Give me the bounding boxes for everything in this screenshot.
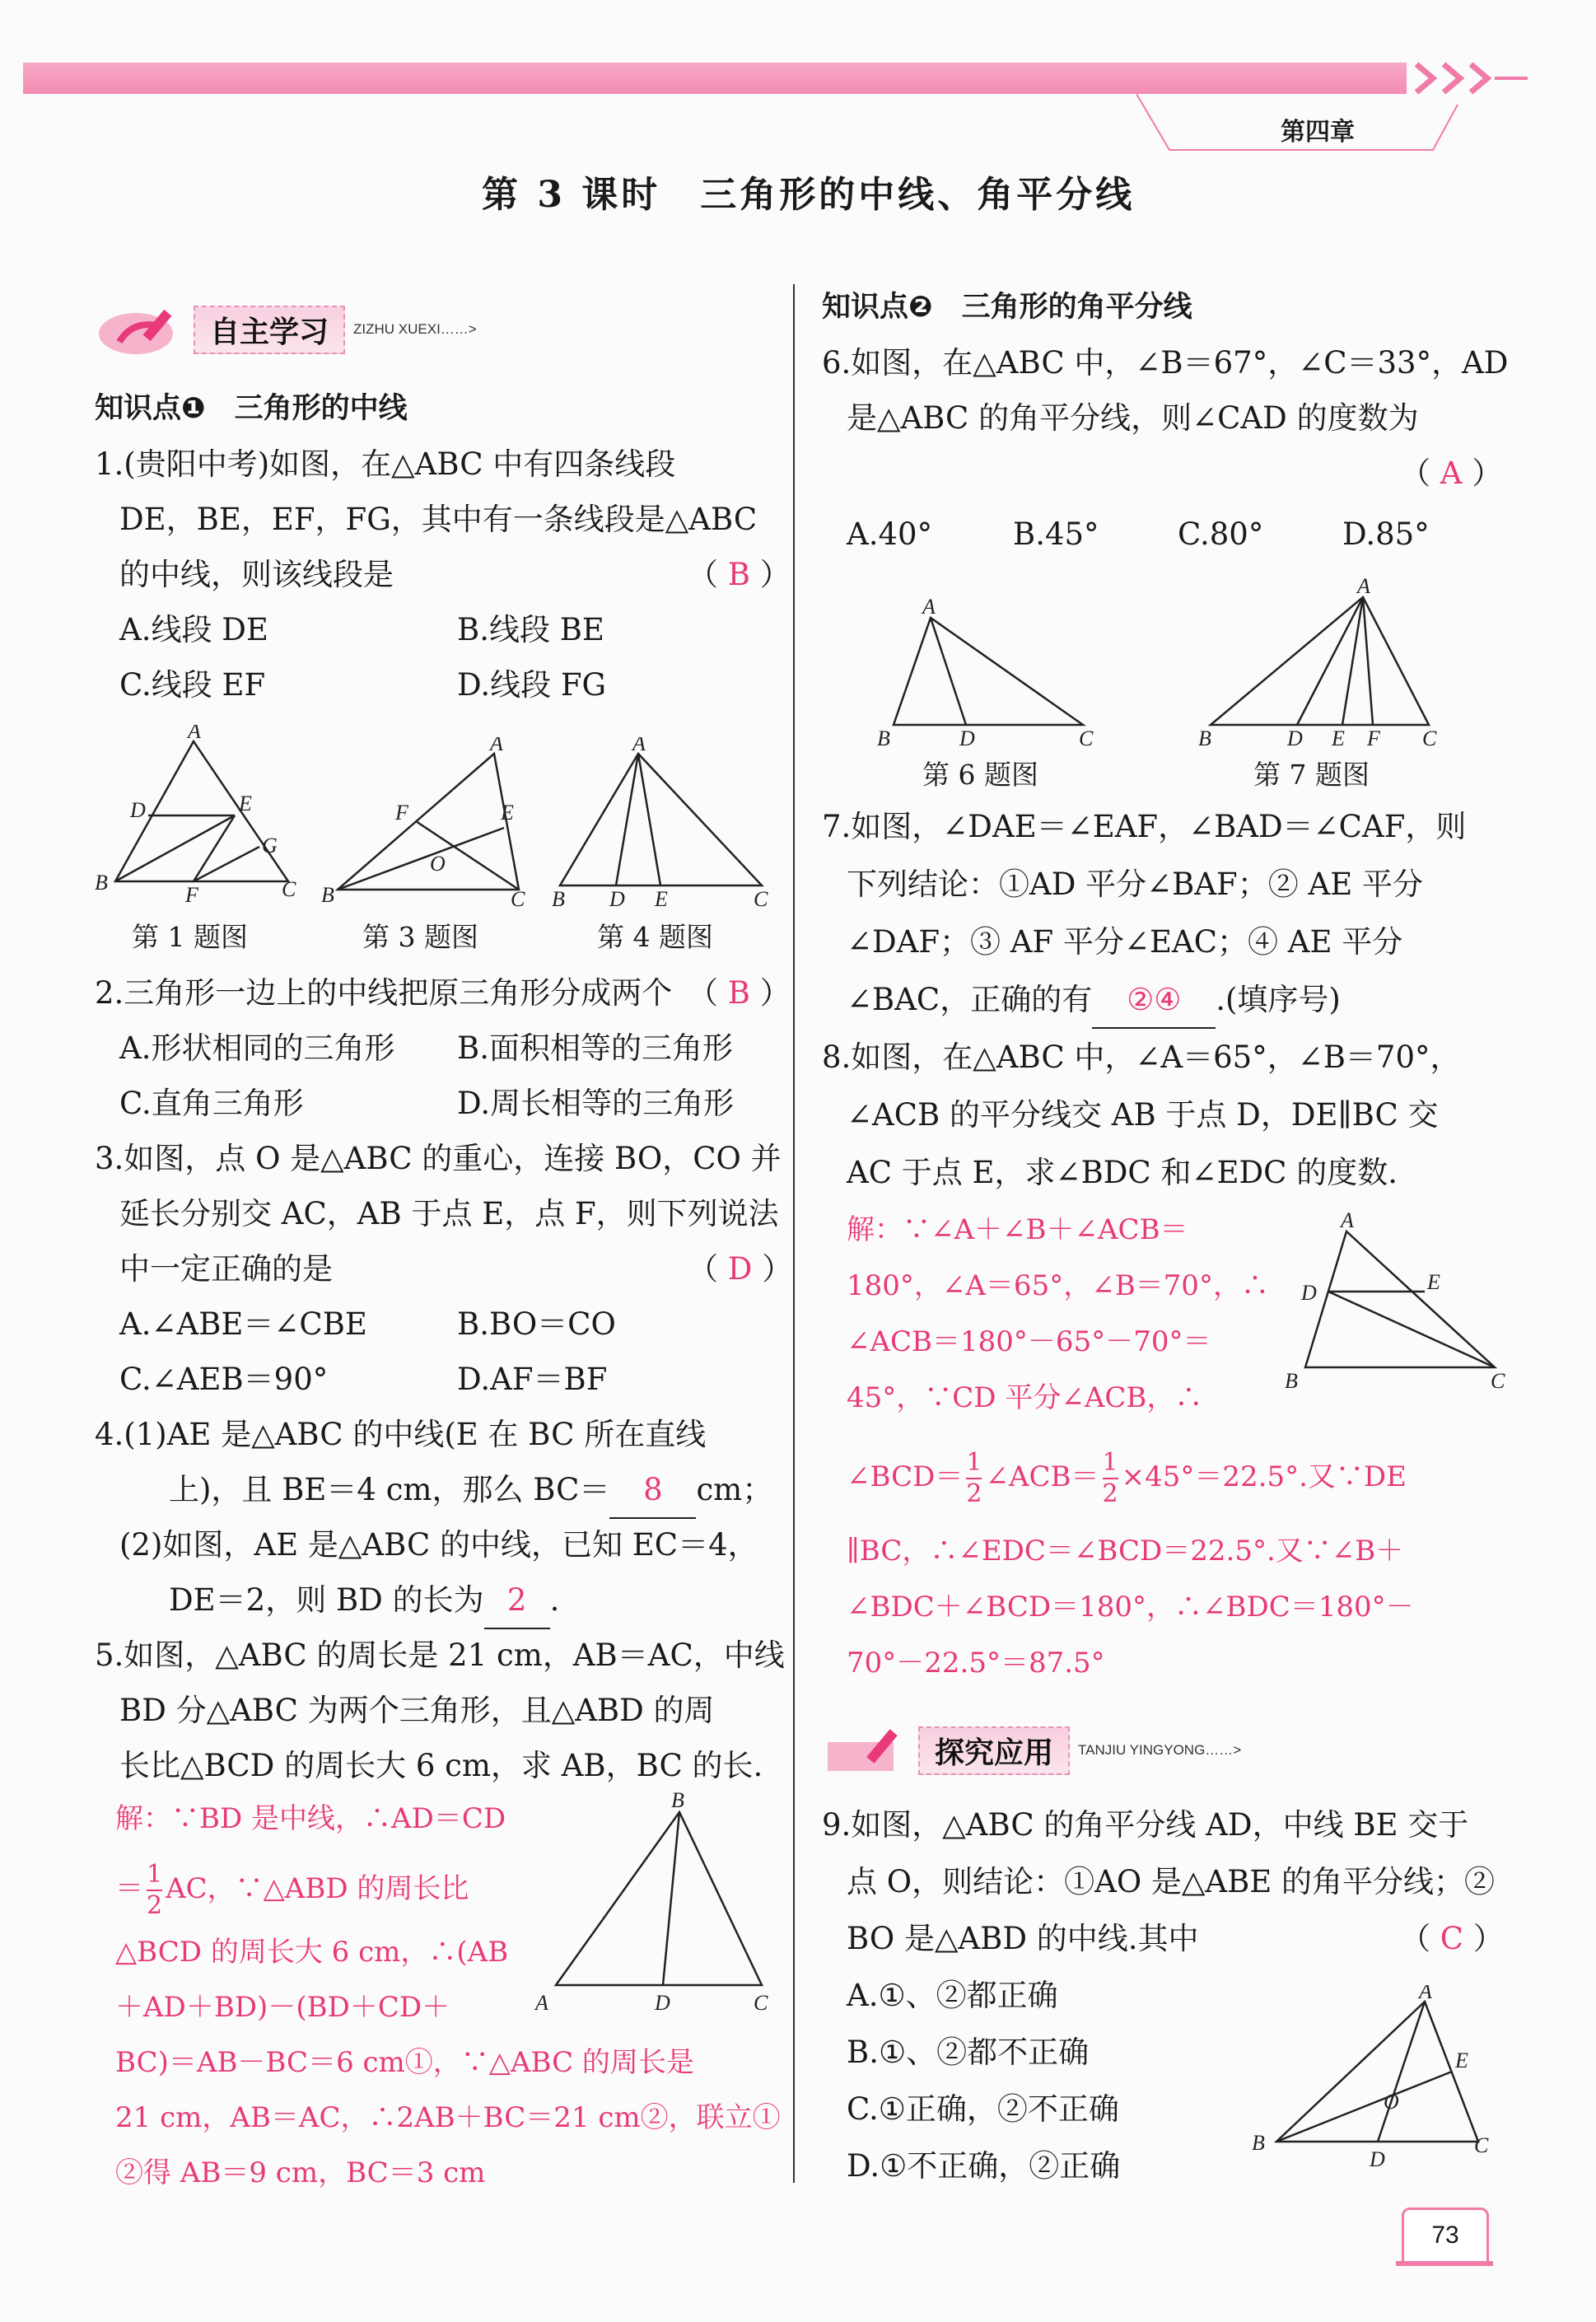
- svg-text:B: B: [1252, 2131, 1265, 2155]
- svg-text:A: A: [1357, 577, 1370, 598]
- q1-line1: 1.(贵阳中考)如图，在△ABC 中有四条线段: [95, 446, 676, 482]
- figure-q8: [1281, 1211, 1507, 1400]
- q6-line1: 6.如图，在△ABC 中，∠B＝67°，∠C＝33°，AD: [822, 345, 1509, 381]
- svg-text:C: C: [1474, 2133, 1489, 2157]
- q3-option-b: B.BO＝CO: [457, 1306, 616, 1342]
- svg-text:E: E: [1455, 2049, 1468, 2072]
- pencil-badge-icon: [95, 301, 194, 358]
- q2-option-d: D.周长相等的三角形: [457, 1086, 735, 1121]
- q7-line1: 7.如图，∠DAE＝∠EAF，∠BAD＝∠CAF，则: [822, 809, 1467, 844]
- q5-solution-3: △BCD 的周长大 6 cm，∴(AB: [115, 1936, 509, 1969]
- q1-option-d: D.线段 FG: [457, 667, 607, 703]
- svg-text:D: D: [130, 798, 146, 822]
- q3-option-c: C.∠AEB＝90°: [119, 1362, 329, 1397]
- q2-option-b: B.面积相等的三角形: [457, 1030, 733, 1066]
- q3-line3: 中一定正确的是: [119, 1251, 333, 1287]
- q8-solution-3: ∠ACB＝180°－65°－70°＝: [847, 1325, 1211, 1358]
- q7-blank: ②④: [1092, 972, 1216, 1029]
- caption-fig1: 第 1 题图: [132, 921, 248, 953]
- page-number: 73: [1431, 2222, 1459, 2249]
- q5-solution-5: BC)＝AB－BC＝6 cm①，∵△ABC 的周长是: [115, 2046, 694, 2079]
- figure-q3: [313, 737, 535, 910]
- q4-line4: DE＝2，则 BD 的长为 2 .: [169, 1572, 559, 1629]
- svg-text:D: D: [959, 727, 975, 750]
- svg-text:D: D: [609, 887, 625, 910]
- svg-text:D: D: [655, 1991, 670, 2015]
- svg-text:C: C: [282, 877, 296, 901]
- svg-text:B: B: [321, 883, 334, 907]
- page-number-box: [1402, 2208, 1489, 2264]
- svg-text:E: E: [501, 801, 514, 825]
- svg-text:F: F: [395, 801, 408, 825]
- figure-q6: [869, 593, 1108, 750]
- caption-fig7: 第 7 题图: [1253, 759, 1370, 791]
- q1-option-a: A.线段 DE: [119, 612, 268, 647]
- svg-text:B: B: [95, 871, 108, 895]
- q2-answer: （ B ）: [688, 975, 791, 1011]
- section-label: 自主学习: [194, 306, 345, 354]
- svg-text:A: A: [1341, 1211, 1354, 1232]
- section-sub: TANJIU YINGYONG……>: [1078, 1742, 1242, 1758]
- section-sub: ZIZHU XUEXI……>: [353, 321, 477, 337]
- q1-option-c: C.线段 EF: [119, 667, 266, 703]
- svg-text:F: F: [185, 883, 198, 906]
- svg-text:C: C: [1422, 727, 1437, 750]
- q6-option-a: A.40°: [847, 516, 933, 552]
- q1-line2: DE，BE，EF，FG，其中有一条线段是△ABC: [119, 502, 758, 537]
- svg-text:D: D: [1287, 727, 1303, 750]
- q8-solution-5: ∠BCD＝ $\frac{1}{2}$ ∠ACB＝ $\frac{1}{2}$ ×45°＝22.5°.又∵DE: [847, 1448, 1407, 1508]
- svg-text:B: B: [1198, 727, 1211, 750]
- svg-text:A: A: [922, 595, 936, 619]
- q7-line4: ∠BAC，正确的有 ②④ .(填序号): [847, 972, 1341, 1029]
- page-number-base: [1396, 2261, 1493, 2266]
- knowledge-point-2: 知识点❷ 三角形的角平分线: [822, 291, 1192, 324]
- q7-line3: ∠DAF；③ AF 平分∠EAC；④ AE 平分: [847, 924, 1403, 960]
- q1-option-b: B.线段 BE: [457, 612, 604, 647]
- q8-line2: ∠ACB 的平分线交 AB 于点 D，DE∥BC 交: [847, 1097, 1439, 1133]
- svg-text:E: E: [239, 792, 252, 815]
- caption-fig3: 第 3 题图: [362, 921, 478, 953]
- q5-solution-4: ＋AD＋BD)－(BD＋CD＋: [115, 1991, 450, 2024]
- q6-option-c: C.80°: [1178, 516, 1264, 552]
- q9-line2: 点 O，则结论：①AO 是△ABE 的角平分线；②: [847, 1864, 1496, 1899]
- figure-q7: [1190, 577, 1462, 750]
- section-self-study: [95, 301, 477, 358]
- q9-answer: （ C ）: [1400, 1921, 1504, 1956]
- q2-line1: 2.三角形一边上的中线把原三角形分成两个: [95, 975, 673, 1011]
- q6-line2: 是△ABC 的角平分线，则∠CAD 的度数为: [847, 400, 1419, 436]
- q6-option-b: B.45°: [1013, 516, 1099, 552]
- q3-line1: 3.如图，点 O 是△ABC 的重心，连接 BO，CO 并: [95, 1141, 782, 1176]
- q2-option-c: C.直角三角形: [119, 1086, 304, 1121]
- q9-option-d: D.①不正确，②正确: [847, 2148, 1121, 2184]
- q9-option-a: A.①、②都正确: [847, 1978, 1058, 2013]
- svg-text:C: C: [1079, 727, 1094, 750]
- q5-line3: 长比△BCD 的周长大 6 cm，求 AB，BC 的长.: [119, 1748, 763, 1783]
- q4-line2: 上)，且 BE＝4 cm，那么 BC＝ 8 cm；: [169, 1462, 772, 1519]
- svg-text:B: B: [671, 1788, 684, 1812]
- q5-solution-6: 21 cm，AB＝AC，∴2AB＋BC＝21 cm②，联立①: [115, 2101, 781, 2134]
- q4-blank2: 2: [484, 1572, 550, 1629]
- knowledge-point-1: 知识点❶ 三角形的中线: [95, 392, 408, 425]
- svg-text:A: A: [490, 737, 503, 755]
- svg-text:E: E: [1427, 1270, 1440, 1294]
- q9-option-c: C.①正确，②不正确: [847, 2091, 1119, 2127]
- svg-text:O: O: [1384, 2090, 1399, 2114]
- q5-solution-1: 解：∵BD 是中线，∴AD＝CD: [115, 1802, 506, 1835]
- figure-q9: [1239, 1985, 1503, 2175]
- chapter-label: 第四章: [1281, 118, 1355, 147]
- q3-option-d: D.AF＝BF: [457, 1362, 608, 1397]
- q5-line1: 5.如图，△ABC 的周长是 21 cm，AB＝AC，中线: [95, 1638, 785, 1673]
- header-band: [23, 63, 1407, 94]
- svg-text:G: G: [262, 834, 278, 857]
- q8-solution-8: 70°－22.5°＝87.5°: [847, 1647, 1105, 1680]
- svg-text:C: C: [1491, 1369, 1505, 1393]
- q4-line3: (2)如图，AE 是△ABC 的中线，已知 EC＝4，: [119, 1527, 758, 1563]
- svg-text:A: A: [1419, 1985, 1432, 2003]
- q2-option-a: A.形状相同的三角形: [119, 1030, 395, 1066]
- q5-solution-2: ＝ $\frac{1}{2}$ AC，∵△ABD 的周长比: [115, 1860, 469, 1920]
- q6-answer: （ A ）: [1400, 456, 1503, 491]
- q8-solution-2: 180°，∠A＝65°，∠B＝70°，∴: [847, 1269, 1269, 1302]
- svg-text:C: C: [754, 887, 768, 910]
- svg-text:B: B: [877, 727, 890, 750]
- figure-q4: [544, 737, 774, 910]
- svg-text:O: O: [430, 852, 446, 876]
- caption-fig6: 第 6 题图: [922, 759, 1038, 791]
- svg-text:B: B: [552, 887, 565, 910]
- svg-text:F: F: [1367, 727, 1380, 750]
- figure-q1: [91, 725, 305, 906]
- q5-solution-7: ②得 AB＝9 cm，BC＝3 cm: [115, 2156, 486, 2189]
- svg-text:C: C: [754, 1991, 768, 2015]
- q3-option-a: A.∠ABE＝∠CBE: [119, 1306, 367, 1342]
- svg-text:C: C: [511, 887, 525, 910]
- q8-line1: 8.如图，在△ABC 中，∠A＝65°，∠B＝70°，: [822, 1040, 1461, 1075]
- svg-text:E: E: [655, 887, 668, 910]
- q1-line3: 的中线，则该线段是: [119, 557, 394, 592]
- q8-solution-1: 解：∵∠A＋∠B＋∠ACB＝: [847, 1213, 1188, 1246]
- svg-text:A: A: [535, 1991, 548, 2015]
- svg-text:E: E: [1332, 727, 1345, 750]
- column-divider: [793, 284, 795, 2183]
- q8-line3: AC 于点 E，求∠BDC 和∠EDC 的度数.: [847, 1155, 1398, 1190]
- svg-text:D: D: [1301, 1281, 1317, 1305]
- q8-solution-4: 45°，∵CD 平分∠ACB，∴: [847, 1381, 1203, 1414]
- section-label: 探究应用: [918, 1726, 1070, 1775]
- pencil-badge-icon: [819, 1722, 918, 1779]
- q4-blank1: 8: [609, 1462, 696, 1519]
- svg-text:B: B: [1285, 1369, 1298, 1393]
- figure-q5: [531, 1787, 778, 2018]
- q4-line1: 4.(1)AE 是△ABC 的中线(E 在 BC 所在直线: [95, 1417, 707, 1452]
- q8-solution-6: ∥BC，∴∠EDC＝∠BCD＝22.5°.又∵∠B＋: [847, 1535, 1404, 1567]
- caption-fig4: 第 4 题图: [597, 921, 713, 953]
- q3-answer: （ D ）: [688, 1251, 793, 1287]
- q9-option-b: B.①、②都不正确: [847, 2035, 1090, 2070]
- q9-line3: BO 是△ABD 的中线.其中: [847, 1921, 1199, 1956]
- q7-line2: 下列结论：①AD 平分∠BAF；② AE 平分: [847, 867, 1423, 902]
- svg-text:D: D: [1370, 2147, 1385, 2171]
- q8-solution-7: ∠BDC＋∠BCD＝180°，∴∠BDC＝180°－: [847, 1591, 1414, 1624]
- q6-option-d: D.85°: [1342, 516, 1430, 552]
- svg-text:A: A: [188, 725, 201, 743]
- lesson-title: 第 3 课时 三角形的中线、角平分线: [482, 174, 1136, 216]
- svg-text:A: A: [632, 737, 646, 755]
- q5-line2: BD 分△ABC 为两个三角形，且△ABD 的周: [119, 1693, 715, 1728]
- section-explore: [819, 1722, 1241, 1779]
- q9-line1: 9.如图，△ABC 的角平分线 AD，中线 BE 交于: [822, 1807, 1469, 1843]
- q3-line2: 延长分别交 AC，AB 于点 E，点 F，则下列说法: [119, 1196, 779, 1231]
- q1-answer: （ B ）: [688, 557, 791, 592]
